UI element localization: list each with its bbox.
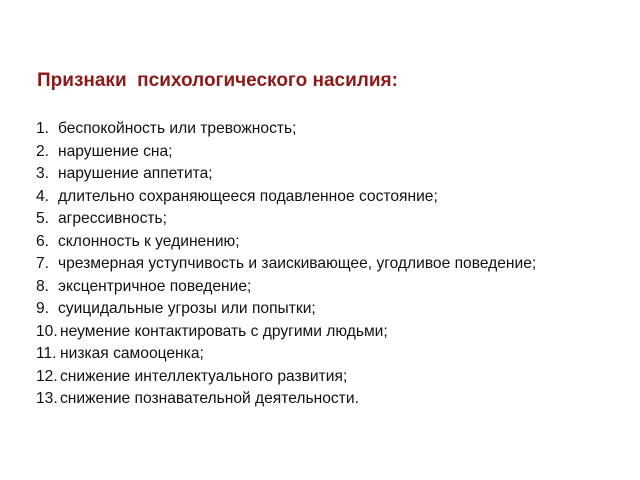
list-item [36,118,536,141]
list-item [36,343,536,366]
item-number: 5. [36,210,50,227]
list-item [36,388,536,411]
item-text: агрессивность; [58,210,167,227]
item-text: чрезмерная уступчивость и заискивающее, угодливое поведение; [58,255,537,272]
item-text: снижение интеллектуального развития; [60,367,348,385]
list-item [36,141,536,164]
signs-list [36,118,536,411]
list-item [36,321,536,344]
item-text: беспокойность или тревожность; [58,120,297,137]
list-item [36,163,536,186]
item-number: 4. [36,187,50,205]
item-text: нарушение аппетита; [58,165,213,182]
slide-title: Признаки психологического насилия: [37,70,398,91]
item-number: 13. [36,390,58,407]
item-number: 9. [36,300,50,317]
item-text: эксцентричное поведение; [58,277,252,295]
item-text: длительно сохраняющееся подавленное состояние; [58,187,438,205]
item-number: 1. [36,120,50,137]
item-text: суицидальные угрозы или попытки; [58,300,316,317]
item-text: нарушение сна; [58,142,173,160]
item-number: 8. [36,277,50,295]
list-item [36,186,536,209]
list-item [36,208,536,231]
list-item [36,298,536,321]
item-number: 12. [36,367,58,385]
item-number: 6. [36,232,50,250]
list-item [36,231,536,254]
item-number: 2. [36,142,50,160]
item-number: 3. [36,165,50,182]
list-item [36,253,536,276]
item-text: снижение познавательной деятельности. [60,390,359,407]
list-item [36,276,536,299]
list-item [36,366,536,389]
item-number: 7. [36,255,50,272]
item-text: склонность к уединению; [58,232,240,250]
item-number: 10. [36,322,58,340]
item-text: неумение контактировать с другими людьми; [60,322,388,340]
item-number: 11. [36,345,57,362]
item-text: низкая самооценка; [60,345,204,362]
